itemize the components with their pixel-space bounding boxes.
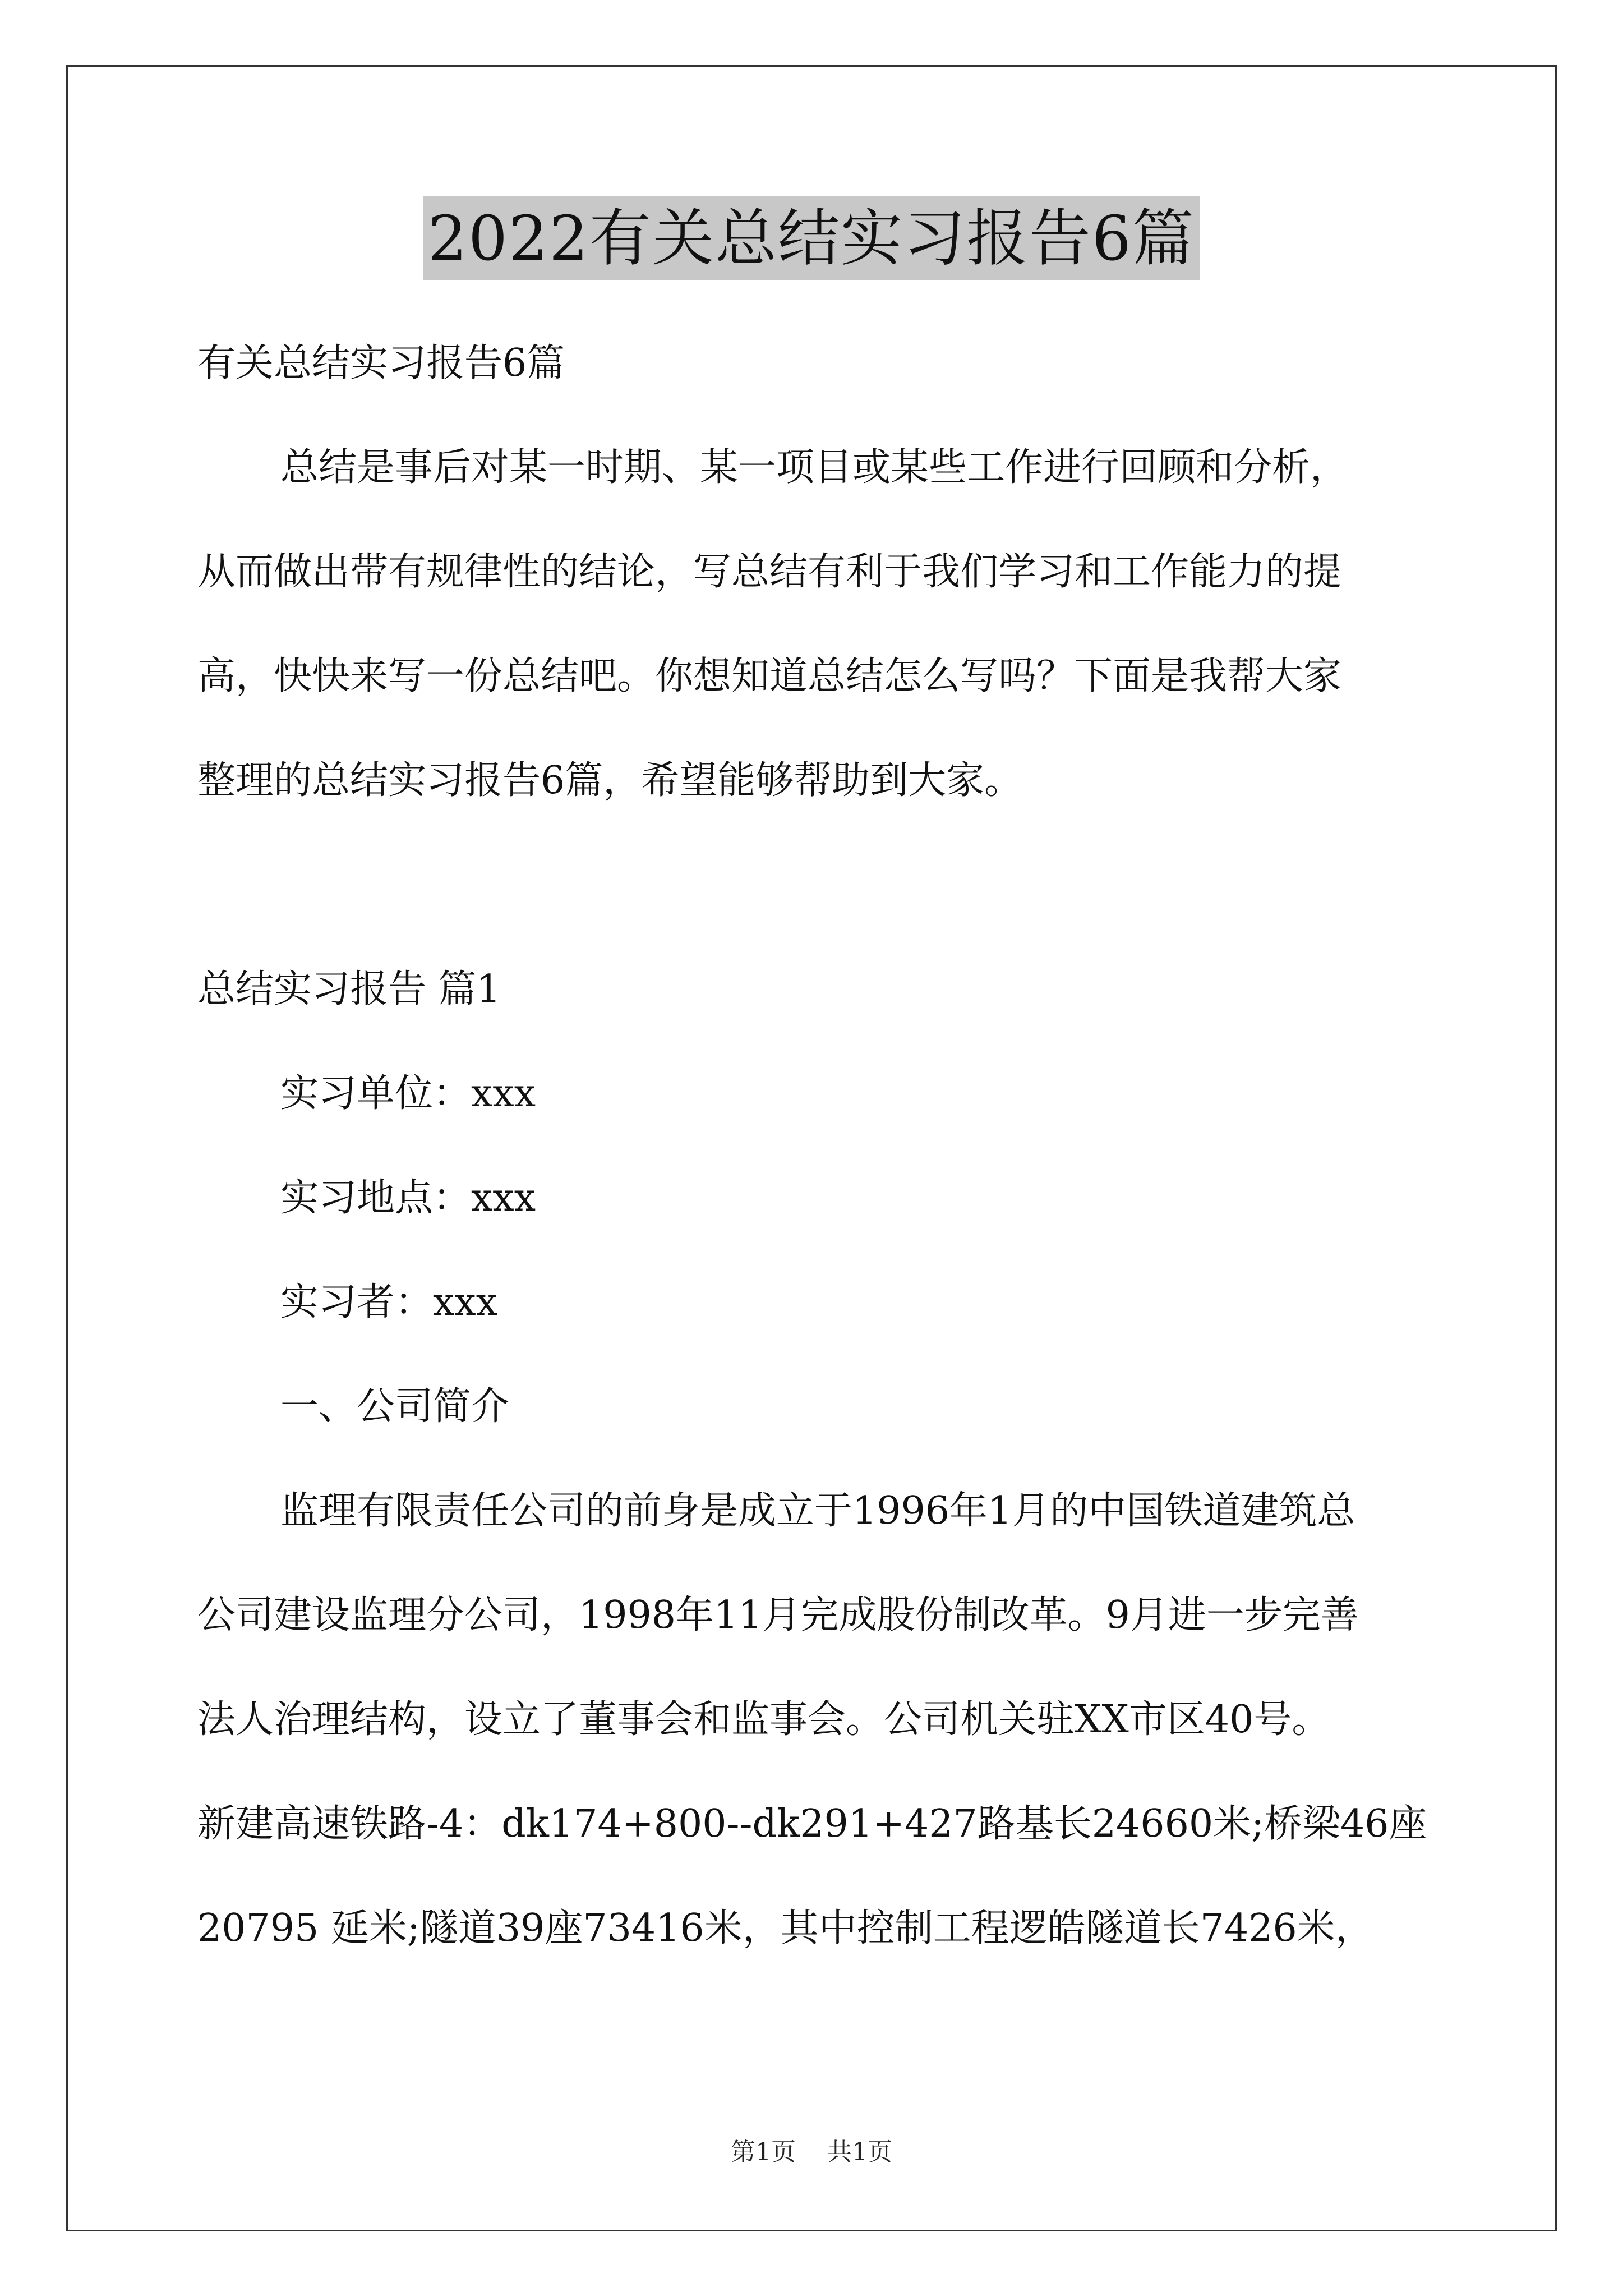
subtitle: 有关总结实习报告6篇 bbox=[197, 341, 565, 385]
page-footer bbox=[0, 2132, 1623, 2168]
company-line: 法人治理结构，设立了董事会和监事会。公司机关驻XX市区40号。 bbox=[197, 1697, 1330, 1742]
intro-line: 整理的总结实习报告6篇，希望能够帮助到大家。 bbox=[197, 758, 1023, 803]
field-line: 实习者：xxx bbox=[280, 1280, 498, 1324]
section-heading: 总结实习报告 篇1 bbox=[197, 967, 501, 1011]
spacer bbox=[197, 833, 1431, 937]
intro-line: 总结是事后对某一时期、某一项目或某些工作进行回顾和分析， bbox=[280, 445, 1349, 490]
intro-line: 从而做出带有规律性的结论，写总结有利于我们学习和工作能力的提 bbox=[197, 550, 1342, 594]
company-line: 公司建设监理分公司，1998年11月完成股份制改革。9月进一步完善 bbox=[197, 1593, 1359, 1637]
company-heading: 一、公司简介 bbox=[280, 1384, 510, 1429]
document-title: 2022有关总结实习报告6篇 bbox=[423, 196, 1200, 280]
page-total: 共1页 bbox=[827, 2138, 892, 2166]
field-line: 实习单位：xxx bbox=[280, 1071, 536, 1116]
company-line: 监理有限责任公司的前身是成立于1996年1月的中国铁道建筑总 bbox=[280, 1489, 1355, 1533]
intro-line: 高，快快来写一份总结吧。你想知道总结怎么写吗？下面是我帮大家 bbox=[197, 654, 1342, 698]
company-line: 新建高速铁路-4：dk174+800--dk291+427路基长24660米;桥梁46座 bbox=[197, 1802, 1427, 1846]
page-number: 第1页 bbox=[731, 2138, 796, 2166]
document-body bbox=[197, 311, 1431, 1981]
company-line: 20795 延米;隧道39座73416米，其中控制工程逻皓隧道长7426米， bbox=[197, 1906, 1373, 1950]
field-line: 实习地点：xxx bbox=[280, 1176, 536, 1220]
title-container bbox=[0, 196, 1623, 280]
